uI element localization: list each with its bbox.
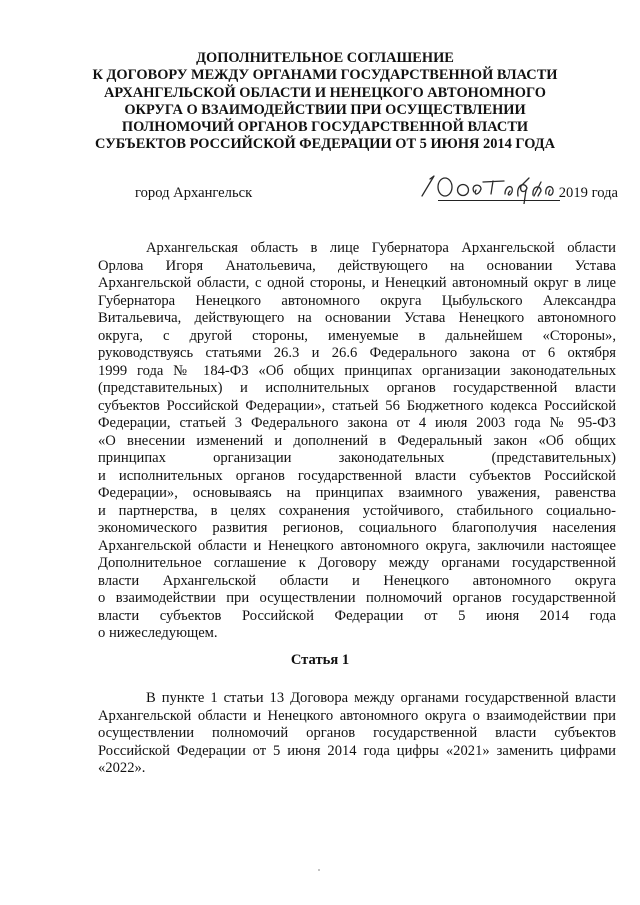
handwritten-date (408, 170, 568, 204)
title-line: К ДОГОВОРУ МЕЖДУ ОРГАНАМИ ГОСУДАРСТВЕННОЙ ВЛАСТИ (92, 67, 558, 84)
text-line: Архангельской области и Ненецкого автономного округа, заключили настоящее (98, 537, 616, 554)
date-year: 2019 года (558, 185, 618, 201)
title-line: СУБЪЕКТОВ РОССИЙСКОЙ ФЕДЕРАЦИИ ОТ 5 ИЮНЯ 2014 ГОДА (95, 136, 555, 153)
text-line: и партнерства, в целях сохранения устойчивого, стабильного социально- (98, 502, 616, 519)
text-line: Витальевича, действующего на основании Устава Ненецкого автономного (98, 310, 616, 326)
document-title (90, 50, 560, 154)
text-line: руководствуясь статьями 26.3 и 26.6 Федерального закона от 6 октября (98, 345, 616, 361)
text-line: (представительных) и исполнительных органов государственной власти (98, 380, 616, 396)
text-line: Федерации», основываясь на принципах взаимного уважения, равенства (98, 485, 616, 501)
text-line: Российской Федерации от 5 июня 2014 года цифры «2021» заменить цифрами (98, 742, 616, 759)
title-line: ОКРУГА О ВЗАИМОДЕЙСТВИИ ПРИ ОСУЩЕСТВЛЕНИИ (124, 101, 526, 118)
text-line: власти субъектов Российской Федерации от 5 июня 2014 года (98, 607, 616, 624)
text-line: о взаимодействии при осуществлении полномочий органов государственной (98, 590, 616, 606)
preamble-paragraph (98, 240, 616, 643)
text-line: Архангельской области, с одной стороны, и Ненецкий автономный округ в лице (98, 275, 616, 291)
article-heading: Статья 1 (290, 652, 350, 668)
text-line: 1999 года № 184-ФЗ «Об общих принципах организации законодательных (98, 362, 616, 379)
text-line: власти Архангельской области и Ненецкого автономного округа (98, 572, 616, 589)
scan-speck (315, 866, 323, 874)
text-line: округа, с другой стороны, именуемые в дальнейшем «Стороны», (98, 327, 616, 344)
text-line: Архангельская область в лице Губернатора Архангельской области (146, 240, 616, 256)
text-line: и исполнительных органов государственной власти субъектов Российской (98, 467, 616, 484)
text-line: о нижеследующем. (98, 625, 218, 641)
text-line: Губернатора Ненецкого автономного округа Цыбульского Александра (98, 292, 616, 309)
text-line: «О внесении изменений и дополнений в Федеральный закон «Об общих (98, 432, 616, 449)
text-line: принципах организации законодательных (представительных) (98, 450, 616, 466)
text-line: Дополнительное соглашение к Договору между органами государственной (98, 555, 616, 571)
city-name: город Архангельск (135, 185, 253, 201)
text-line: осуществлении полномочий органов государственной власти субъектов (98, 725, 616, 741)
title-line: ДОПОЛНИТЕЛЬНОЕ СОГЛАШЕНИЕ (196, 50, 454, 66)
text-line: В пункте 1 статьи 13 Договора между органами государственной власти (146, 690, 616, 706)
text-line: экономического развития регионов, социального благополучия населения (98, 520, 616, 536)
date-underline (438, 200, 560, 201)
article-1-paragraph (98, 690, 616, 778)
signing-date (408, 170, 618, 210)
text-line: Орлова Игоря Анатольевича, действующего на основании Устава (98, 257, 616, 274)
text-line: Архангельской области и Ненецкого автономного округа о взаимодействии при (98, 707, 616, 724)
text-line: Федерации, статьей 3 Федерального закона от 4 июля 2003 года № 95-ФЗ (98, 415, 616, 431)
title-line: АРХАНГЕЛЬСКОЙ ОБЛАСТИ И НЕНЕЦКОГО АВТОНОМНОГО (104, 84, 546, 101)
title-line: ПОЛНОМОЧИЙ ОРГАНОВ ГОСУДАРСТВЕННОЙ ВЛАСТИ (121, 119, 529, 136)
text-line: «2022». (98, 760, 146, 776)
text-line: субъектов Российской Федерации», статьей 56 Бюджетного кодекса Российской (98, 397, 616, 414)
